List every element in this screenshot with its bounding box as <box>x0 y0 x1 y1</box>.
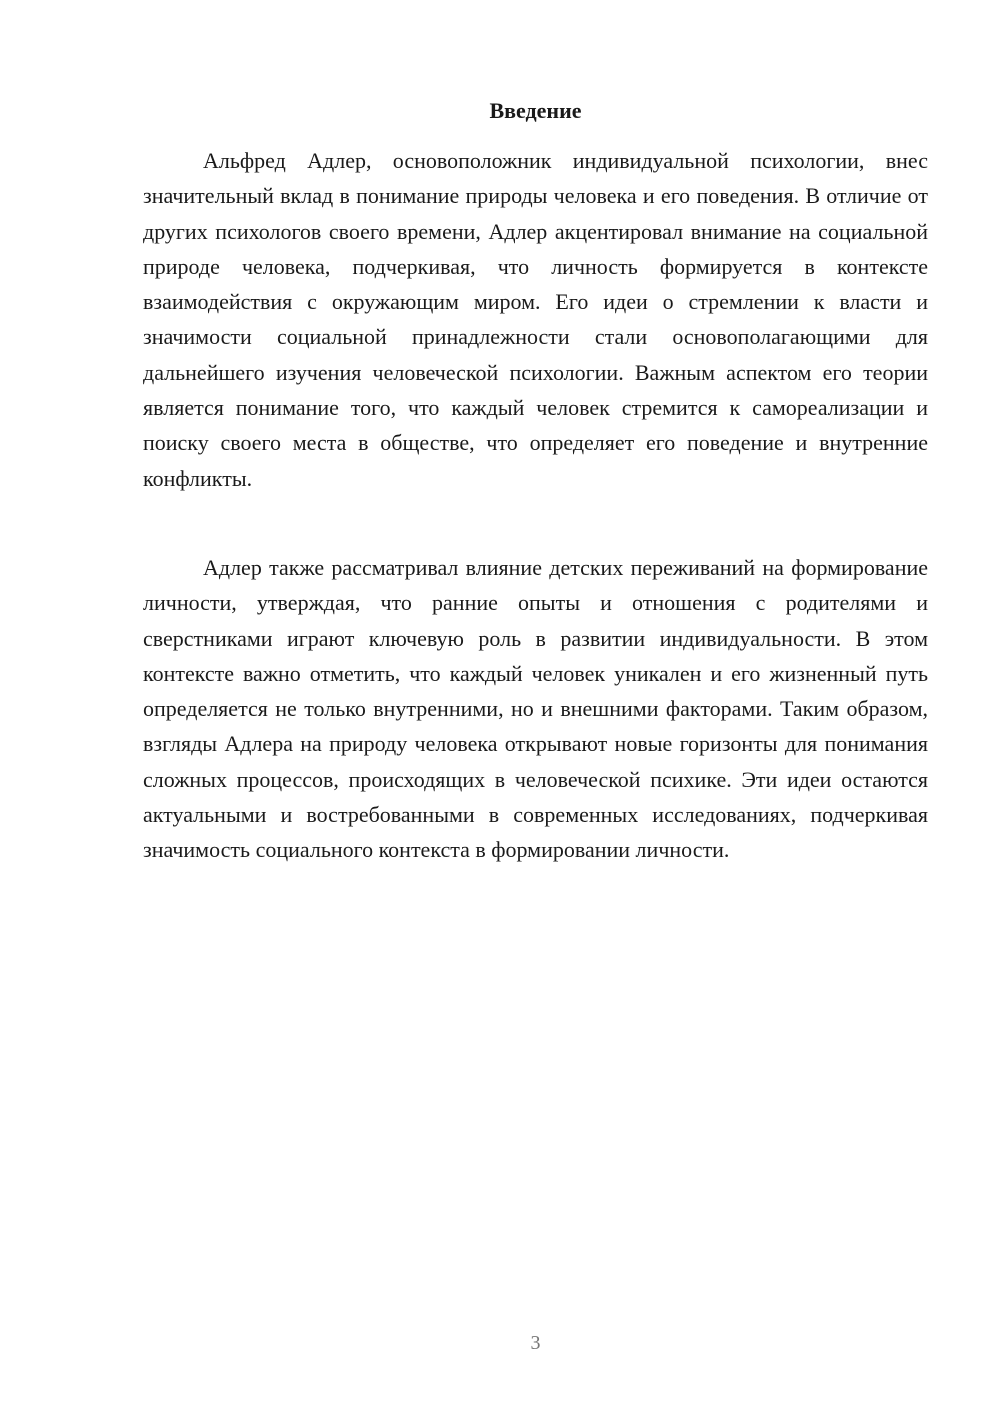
page-number: 3 <box>530 1332 541 1354</box>
paragraph-1-block <box>143 143 928 496</box>
section-heading: Введение <box>489 98 582 123</box>
paragraph-2: Адлер также рассматривал влияние детских переживаний на формирование личности, утверждая, что ранние опыты и отношения с родителями и сверстниками играют ключевую роль в развитии индивидуальности. В этом контексте важно отметить, что каждый человек уникален и его жизненный путь определяется не только внутренними, но и внешними факторами. Таким образом, взгляды Адлера на природу человека открывают новые горизонты для понимания сложных процессов, происходящих в человеческой психике. Эти идеи остаются актуальными и востребованными в современных исследованиях, подчеркивая значимость социального контекста в формировании личности. <box>143 555 928 863</box>
paragraph-2-block <box>143 550 928 868</box>
paragraph-1: Альфред Адлер, основоположник индивидуальной психологии, внес значительный вклад в понимание природы человека и его поведения. В отличие от других психологов своего времени, Адлер акцентировал внимание на социальной природе человека, подчеркивая, что личность формируется в контексте взаимодействия с окружающим миром. Его идеи о стремлении к власти и значимости социальной принадлежности стали основополагающими для дальнейшего изучения человеческой психологии. Важным аспектом его теории является понимание того, что каждый человек стремится к самореализации и поиску своего места в обществе, что определяет его поведение и внутренние конфликты. <box>143 148 928 491</box>
